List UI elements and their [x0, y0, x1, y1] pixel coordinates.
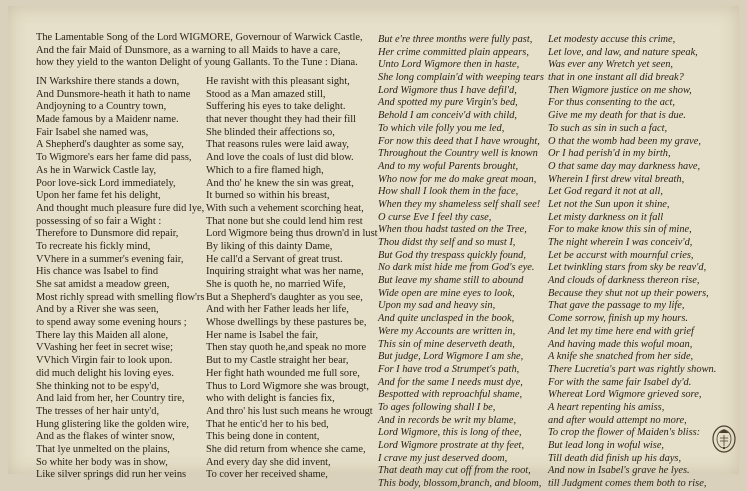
verse-line: The tresses of her hair unty'd,: [36, 405, 160, 417]
verse-line: But to my Castle straight her bear,: [206, 355, 349, 367]
verse-line: Her name is Isabel the fair,: [206, 329, 319, 341]
verse-line: Hung glistering like the golden wire,: [36, 418, 189, 430]
verse-line: For to make know this sin of mine,: [548, 224, 692, 236]
verse-line: Her fight hath wounded me full sore,: [206, 367, 360, 379]
verse-line: And now in Isabel's grave he lyes.: [548, 465, 690, 477]
verse-line: As he in Warwick Castle lay,: [36, 164, 157, 176]
verse-line: No dark mist hide me from God's eye.: [378, 262, 535, 274]
verse-line: To ages following shall I be,: [378, 401, 496, 413]
verse-line: Made famous by a Maidenr name.: [36, 114, 179, 126]
verse-line: Most richly spread with smelling flow'rs: [36, 291, 205, 303]
verse-line: Upon her fame fet his delight,: [36, 190, 161, 202]
verse-line: O that same day may darkness have,: [548, 160, 701, 172]
verse-line: There lay this Maiden all alone,: [36, 329, 169, 341]
verse-line: A knife she snatched from her side,: [548, 351, 694, 363]
verse-line: Let love, and law, and nature speak,: [548, 46, 698, 58]
verse-line: To cover her received shame,: [206, 469, 328, 481]
verse-line: And having made this woful moan,: [548, 338, 693, 350]
verse-line: This sin of mine deserveth death,: [378, 338, 515, 350]
verse-column-3: [378, 34, 544, 491]
verse-line: Unto Lord Wigmore then in haste,: [378, 59, 520, 71]
verse-line: Which to a fire flamed high,: [206, 164, 324, 176]
verse-line: For I have trod a Strumpet's path,: [378, 363, 520, 375]
verse-line: She blinded their affections so,: [206, 126, 335, 138]
verse-line: Throughout the Country well is known: [378, 148, 538, 160]
broadside-sheet: [8, 6, 739, 490]
verse-line: And let my time here end with grief: [548, 325, 694, 337]
verse-line: Let misty darkness on it fall: [548, 211, 664, 223]
verse-line: Lord Wigmore thus I have defil'd,: [378, 84, 517, 96]
verse-line: Behold I am conceiv'd with child,: [378, 110, 517, 122]
verse-line: VVashing her feet in secret wise;: [36, 342, 174, 354]
verse-line: Lord Wigmore being thus drown'd in lust: [206, 228, 378, 240]
verse-line: He ravisht with this pleasant sight,: [206, 76, 350, 87]
verse-line: Suffering his eyes to take delight.: [206, 101, 346, 113]
verse-line: And with her Father leads her life,: [206, 304, 349, 316]
verse-line: And to my woful Parents brought,: [378, 160, 519, 172]
verse-line: She thinking not to be espy'd,: [36, 380, 160, 392]
verse-line: Let be accurst with mournful cries,: [548, 249, 694, 261]
verse-line: There Lucretia's part was rightly shown.: [548, 363, 717, 375]
verse-line: Then Wigmore justice on me show,: [548, 84, 692, 96]
verse-line: did much delight his loving eyes.: [36, 367, 174, 379]
verse-line: Till death did finish up his days,: [548, 452, 682, 464]
verse-line: I crave my just deserved doom,: [378, 452, 508, 464]
verse-line: A Shepherd's daughter as some say,: [36, 139, 184, 151]
verse-line: But judge, Lord Wigmore I am she,: [378, 351, 524, 363]
verse-line: Whose dwellings by these pastures be,: [206, 317, 367, 329]
verse-line: Or I had perish'd in my birth,: [548, 148, 671, 160]
verse-line: Was ever any Wretch yet seen,: [548, 59, 674, 71]
verse-line: And as the flakes of winter snow,: [36, 431, 175, 443]
verse-line: He call'd a Servant of great trust.: [206, 253, 343, 265]
verse-line: Wide open are mine eyes to look,: [378, 287, 515, 299]
verse-line: Lord Wigmore prostrate at thy feet,: [378, 440, 525, 451]
verse-line: Thou didst thy self and so must I,: [378, 237, 516, 248]
verse-line: But e're three months were fully past,: [378, 34, 533, 45]
verse-line: She long complain'd with weeping tears: [378, 72, 544, 84]
verse-line: She sat amidst a meadow green,: [36, 279, 170, 290]
verse-line: That death may cut off from the root,: [378, 465, 531, 477]
verse-line: For now this deed that I have wrought,: [378, 135, 540, 147]
verse-line: And every day she did invent,: [206, 456, 331, 468]
verse-line: and after would attempt no more,: [548, 414, 687, 426]
verse-line: And for the same I needs must dye,: [378, 376, 523, 388]
verse-line: She did return from whence she came,: [206, 443, 366, 455]
verse-line: Lord Wigmore, this is long of thee,: [378, 427, 522, 439]
verse-line: When thou hadst tasted on the Tree,: [378, 224, 527, 236]
verse-line: Come sorrow, finish up my hours.: [548, 313, 688, 325]
verse-column-2: [206, 76, 378, 482]
verse-line: That gave the passage to my life,: [548, 300, 685, 312]
verse-line: She is quoth he, no married Wife,: [206, 279, 346, 290]
verse-line: Bespotted with reproachful shame,: [378, 389, 523, 401]
verse-line: And quite unclasped in the book,: [378, 313, 515, 325]
verse-line: Because they shut not up their powers,: [548, 287, 709, 299]
verse-line: But leave my shame still to abound: [378, 275, 524, 287]
verse-line: O curse Eve I feel thy case,: [378, 211, 492, 223]
verse-line: And spotted my pure Virgin's bed,: [378, 97, 518, 109]
verse-line: Andjoyning to a Country town,: [36, 101, 167, 113]
verse-line: Let twinkling stars from sky be reav'd,: [548, 262, 707, 274]
verse-line: So white her body was in show,: [36, 456, 168, 468]
verse-line: who with delight is fancies fix,: [206, 393, 335, 405]
verse-line: His chance was Isabel to find: [36, 266, 159, 278]
verse-line: This being done in content,: [206, 431, 320, 443]
verse-line: Let modesty accuse this crime,: [548, 34, 676, 45]
verse-column-1: [36, 76, 204, 482]
verse-line: Who now for me do make great moan,: [378, 173, 537, 185]
verse-line: That reasons rules were laid away,: [206, 139, 350, 151]
verse-line: And Dunsmore-heath it hath to name: [36, 88, 191, 100]
verse-column-4: [548, 34, 716, 491]
verse-line: Wherein I first drew vital breath,: [548, 173, 685, 185]
verse-line: With such a vehement scorching heat,: [206, 202, 364, 214]
verse-line: This body, blossom,branch, and bloom,: [378, 478, 542, 490]
verse-line: To crop the flower of Maiden's bliss:: [548, 427, 701, 439]
verse-line: To recreate his fickly mind,: [36, 240, 151, 252]
verse-line: It burned so within his breast,: [206, 190, 330, 202]
verse-line: VVhich Virgin fair to look upon.: [36, 355, 173, 367]
verse-line: When they my shameless self shall see!: [378, 198, 541, 210]
verse-line: IN Warkshire there stands a down,: [36, 76, 180, 87]
verse-line: By liking of this dainty Dame,: [206, 240, 333, 252]
verse-line: And tho' he knew the sin was great,: [206, 177, 354, 189]
verse-line: Thus to Lord Wigmore she was brougt,: [206, 380, 370, 392]
verse-line: A heart repenting his amiss,: [548, 401, 665, 413]
verse-line: Poor love-sick Lord immediately,: [36, 177, 176, 189]
verse-line: To which vile folly you me led,: [378, 122, 505, 134]
verse-line: For with the same fair Isabel dy'd.: [548, 376, 692, 388]
verse-line: To Wigmore's ears her fame did pass,: [36, 152, 192, 164]
verse-line: That lye unmelted on the plains,: [36, 443, 170, 455]
verse-line: possessing of so fair a Wight :: [36, 215, 162, 227]
verse-line: And clouds of darkness thereon rise,: [548, 275, 700, 287]
verse-line: And laid from her, her Country tire,: [36, 393, 185, 405]
verse-line: And thro' his lust such means he wrougt: [206, 405, 373, 417]
verse-line: How shall I look them in the face,: [378, 186, 519, 198]
verse-line: And thought much pleasure fure did lye,: [36, 202, 205, 214]
verse-line: Stood as a Man amazed still,: [206, 88, 326, 100]
verse-line: Her crime committed plain appears,: [378, 46, 529, 58]
verse-line: That none but she could lend him rest: [206, 215, 363, 227]
verse-line: But God thy trespass quickly found,: [378, 249, 526, 261]
verse-line: how they yield to the wanton Delight of young Gallants. To the Tune : Diana.: [36, 57, 358, 69]
verse-line: To such as sin in such a fact,: [548, 122, 668, 134]
verse-line: Whereat Lord Wigmore grieved sore,: [548, 389, 702, 401]
verse-line: Give me my death for that is due.: [548, 110, 686, 122]
verse-line: O that the womb had been my grave,: [548, 135, 701, 147]
verse-line: that in one instant all did break?: [548, 72, 684, 84]
verse-line: But a Shepherd's daughter as you see,: [206, 291, 363, 303]
verse-line: But lead long in woful wise,: [548, 440, 665, 451]
verse-line: That he entic'd her to his bed,: [206, 418, 329, 430]
royal-arms-seal-icon: [711, 424, 737, 454]
verse-line: And love the coals of lust did blow.: [206, 152, 354, 164]
verse-line: And the fair Maid of Dunsmore, as a warning to all Maids to have a care,: [36, 44, 341, 56]
verse-line: VVhere in a summer's evening fair,: [36, 253, 184, 265]
verse-line: Let God regard it not at all,: [548, 186, 663, 198]
verse-line: And in records be writ my blame,: [378, 414, 517, 426]
verse-line: The night wherein I was conceiv'd,: [548, 237, 693, 248]
verse-line: Let not the Sun upon it shine,: [548, 198, 670, 210]
verse-line: Then stay quoth he,and speak no more: [206, 342, 367, 354]
verse-line: that never thought they had their fill: [206, 114, 357, 126]
verse-line: Fair Isabel she named was,: [36, 126, 149, 138]
verse-line: Like silver springs did run her veins: [36, 469, 187, 481]
ballad-title: [36, 32, 366, 70]
verse-line: till Judgment comes them both to rise,: [548, 478, 707, 490]
verse-line: The Lamentable Song of the Lord WIGMORE, Governour of Warwick Castle,: [36, 32, 363, 43]
verse-line: Upon my sad and heavy sin,: [378, 300, 496, 312]
verse-line: Inquiring straight what was her name,: [206, 266, 364, 278]
verse-line: Were my Accounts are written in,: [378, 325, 516, 337]
verse-line: to spend away some evening hours ;: [36, 317, 187, 329]
verse-line: And by a River she was seen,: [36, 304, 159, 316]
verse-line: Therefore to Dunsmore did repair,: [36, 228, 179, 240]
verse-line: For thus consenting to the act,: [548, 97, 675, 109]
